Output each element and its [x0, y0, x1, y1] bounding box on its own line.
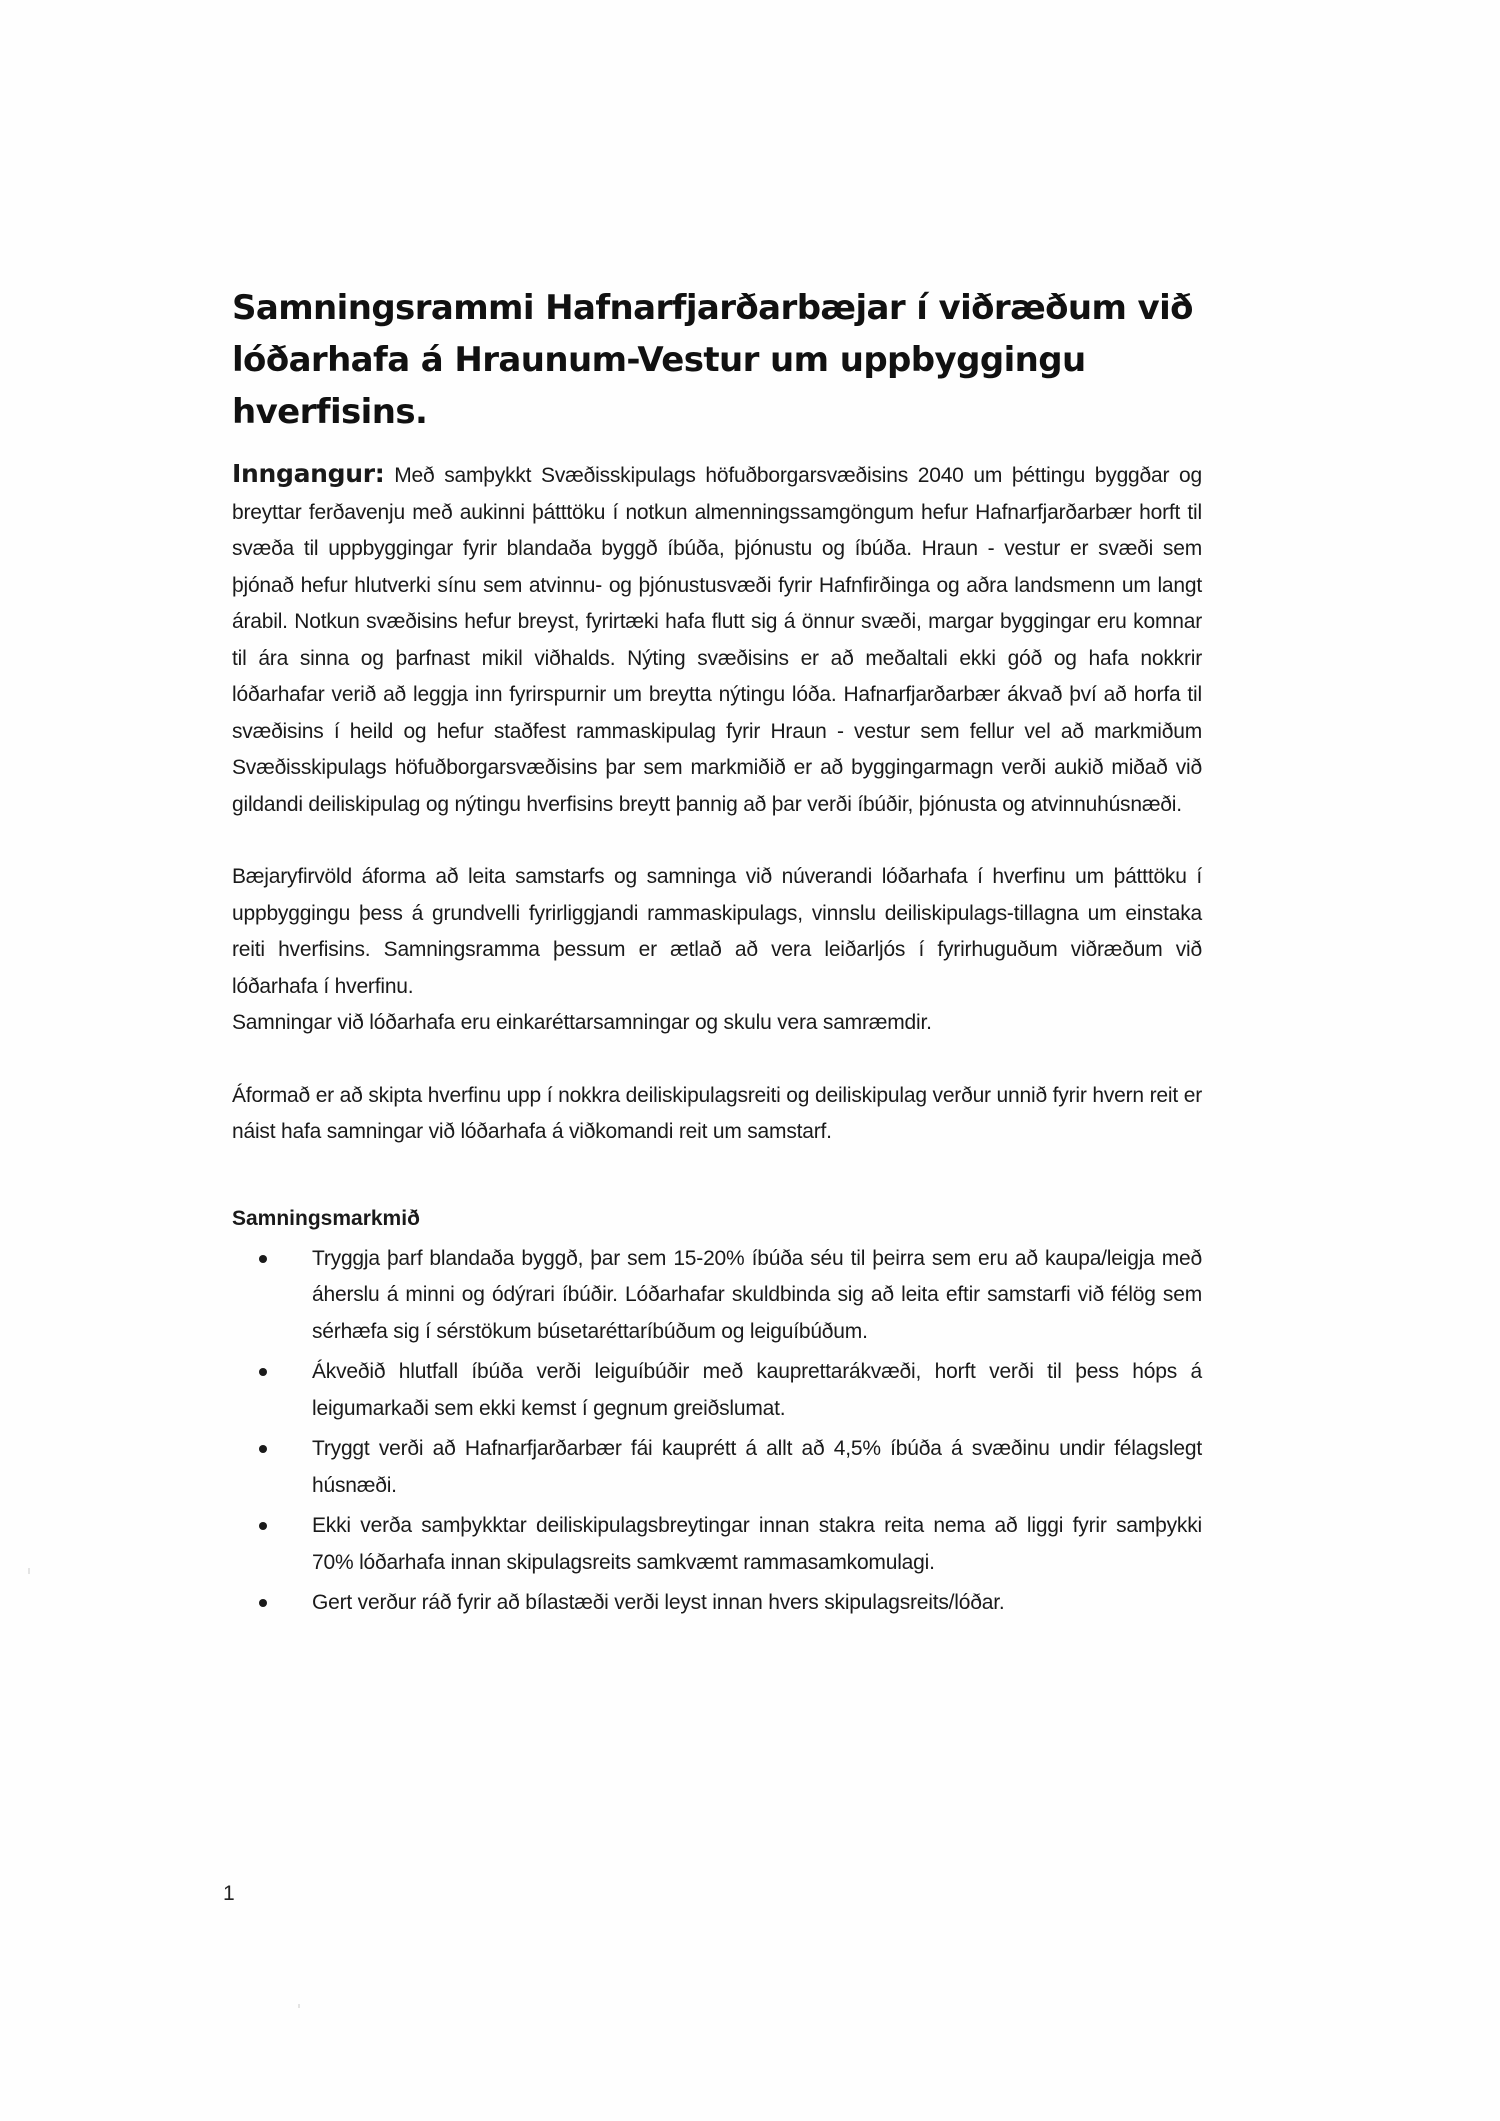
- bullet-icon: [259, 1599, 267, 1607]
- goal-item: [232, 1508, 1202, 1581]
- document-title: [232, 282, 1202, 438]
- goal-text: Tryggja þarf blandaða byggð, þar sem 15-20% íbúða séu til þeirra sem eru að kaupa/leigja með áherslu á minni og ódýrari íbúðir. Lóðarhafar skuldbinda sig að leita eftir samstarfi við félög sem sérhæfa sig í sérstökum búsetaréttaríbúðum og leiguíbúðum.: [312, 1246, 1202, 1343]
- goal-text: Ekki verða samþykktar deiliskipulagsbreytingar innan stakra reita nema að liggi fyrir samþykki 70% lóðarhafa innan skipulagsreits samkvæmt rammasamkomulagi.: [312, 1514, 1202, 1574]
- goals-list: [232, 1241, 1202, 1622]
- goal-item: [232, 1241, 1202, 1351]
- goal-text: Ákveðið hlutfall íbúða verði leiguíbúðir með kauprettarákvæði, horft verði til þess hóps á leigumarkaði sem ekki kemst í gegnum greiðslumat.: [312, 1360, 1202, 1420]
- paragraph-2: Bæjaryfirvöld áforma að leita samstarfs og samninga við núverandi lóðarhafa í hverfinu um þátttöku í uppbyggingu þess á grundvelli fyrirliggjandi rammaskipulags, vinnslu deiliskipulags-tillagna um einstaka reiti hverfisins. Samningsramma þessum er ætlað að vera leiðarljós í fyrirhuguðum viðræðum við lóðarhafa í hverfinu.: [232, 865, 1202, 998]
- scan-artifact: [298, 2004, 300, 2008]
- intro-label: Inngangur:: [232, 459, 385, 488]
- title-line-1: Samningsrammi Hafnarfjarðarbæjar í viðræðum við: [232, 288, 1193, 328]
- goals-heading: Samningsmarkmið: [232, 1206, 420, 1230]
- paragraph-4: Áformað er að skipta hverfinu upp í nokkra deiliskipulagsreiti og deiliskipulag verður unnið fyrir hvern reit er náist hafa samningar við lóðarhafa á viðkomandi reit um samstarf.: [232, 1083, 1202, 1143]
- intro-paragraph: [232, 456, 1202, 823]
- goal-text: Tryggt verði að Hafnarfjarðarbær fái kauprétt á allt að 4,5% íbúða á svæðinu undir félagslegt húsnæði.: [312, 1437, 1202, 1497]
- bullet-icon: [259, 1445, 267, 1453]
- goal-item: [232, 1431, 1202, 1504]
- goal-item: [232, 1354, 1202, 1427]
- intro-text: Með samþykkt Svæðisskipulags höfuðborgarsvæðisins 2040 um þéttingu byggðar og breyttar ferðavenju með aukinni þátttöku í notkun almenningssamgöngum hefur Hafnarfjarðarbær horft til svæða til uppbyggingar fyrir blandaða byggð íbúða, þjónustu og íbúða. Hraun - vestur er svæði sem þjónað hefur hlutverki sínu sem atvinnu- og þjónustusvæði fyrir Hafnfirðinga og aðra landsmenn um langt árabil. Notkun svæðisins hefur breyst, fyrirtæki hafa flutt sig á önnur svæði, margar byggingar eru komnar til ára sinna og þarfnast mikil viðhalds. Nýting svæðisins er að meðaltali ekki góð og hafa nokkrir lóðarhafar verið að leggja inn fyrirspurnir um breytta nýtingu lóða. Hafnarfjarðarbær ákvað því að horfa til svæðisins í heild og hefur staðfest rammaskipulag fyrir Hraun - vestur sem fellur vel að markmiðum Svæðisskipulags höfuðborgarsvæðisins þar sem markmiðið er að byggingarmagn verði aukið miðað við gildandi deiliskipulag og nýtingu hverfisins breytt þannig að þar verði íbúðir, þjónusta og atvinnuhúsnæði.: [232, 464, 1202, 816]
- bullet-icon: [259, 1368, 267, 1376]
- bullet-icon: [259, 1522, 267, 1530]
- goal-item: [232, 1585, 1202, 1622]
- paragraph-3: Samningar við lóðarhafa eru einkaréttarsamningar og skulu vera samræmdir.: [232, 1011, 932, 1034]
- scan-artifact: [28, 1568, 30, 1574]
- title-line-2: lóðarhafa á Hraunum-Vestur um uppbyggingu hverfisins.: [232, 340, 1086, 432]
- goal-text: Gert verður ráð fyrir að bílastæði verði leyst innan hvers skipulagsreits/lóðar.: [312, 1591, 1005, 1614]
- page-number: 1: [223, 1882, 235, 1905]
- bullet-icon: [259, 1255, 267, 1263]
- document-body: [232, 282, 1202, 1626]
